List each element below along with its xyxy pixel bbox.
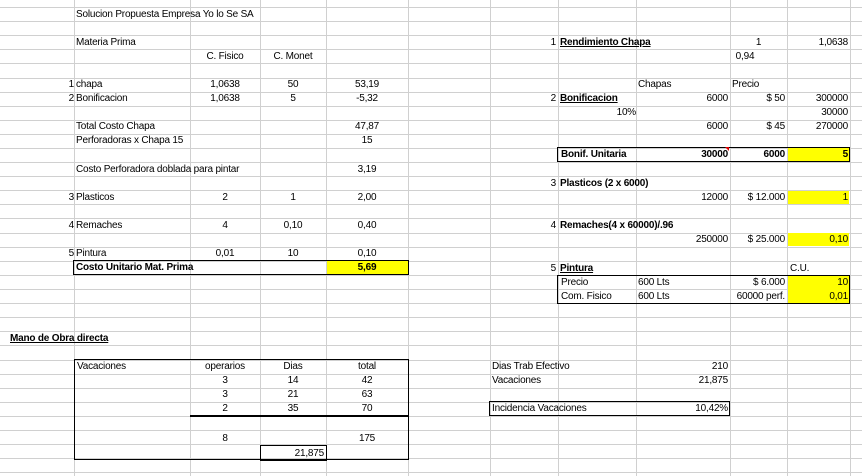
bonif-label: Bonificacion [560,93,618,104]
pintura-num: 5 [550,263,556,274]
remaches-qty: 250000 [695,234,728,245]
comment-marker [725,147,729,151]
plasticos-label: Plasticos (2 x 6000) [560,178,649,189]
row-total: 2,00 [357,192,377,203]
grid-row-line [0,21,862,22]
row-fisico: 0,01 [215,248,235,259]
pintura-precio-qty: 600 Lts [638,277,670,288]
plasticos-qty: 12000 [701,192,728,203]
sum-total: 175 [358,433,376,444]
row-total: 0,10 [357,248,377,259]
total-chapa-label: Total Costo Chapa [76,121,155,132]
pintura-fisico-qty: 600 Lts [638,291,670,302]
row-fisico: 1,0638 [210,79,240,90]
table-cell-operarios: 3 [222,375,228,386]
bonif-unitaria-v1: 30000 [701,149,728,160]
plasticos-num: 3 [550,178,556,189]
row-monet: 0,10 [283,220,303,231]
table-cell-total: 70 [361,403,373,414]
total-chapa-value: 47,87 [354,121,380,132]
mano-obra-header: Mano de Obra directa [10,333,109,344]
bonif-precio: $ 50 [766,93,785,104]
costo-perforadora-value: 3,19 [357,164,377,175]
row-label: Pintura [76,248,107,259]
bonif-unitaria-v2: 6000 [763,149,785,160]
row-total: 0,40 [357,220,377,231]
bonif-unitaria-label: Bonif. Unitaria [561,149,627,160]
row-monet: 5 [290,93,296,104]
incidencia-label: Incidencia Vacaciones [492,403,587,414]
bonif-subtotal: 30000 [821,107,848,118]
rend-num: 1 [550,37,556,48]
rend-label: Rendimiento Chapa [560,37,651,48]
grid-row-line [0,106,862,107]
table-cell-operarios: 3 [222,389,228,400]
remaches-label: Remaches(4 x 60000)/.96 [560,220,674,231]
bonif-total2: 270000 [815,121,848,132]
pintura-fisico-label: Com. Fisico [561,291,612,302]
grid-row-line [0,176,862,177]
avg-value: 21,875 [294,448,324,459]
incidencia-value: 10,42% [695,403,728,414]
plasticos-precio: $ 12.000 [747,192,785,203]
row-num: 2 [68,93,74,104]
table-cell-total: 42 [361,375,373,386]
col-operarios-header: operarios [205,361,245,372]
bonif-unitaria-v3: 5 [842,149,848,160]
row-fisico: 1,0638 [210,93,240,104]
col-fisico-header: C. Fisico [206,51,244,62]
cu-header: C.U. [790,263,810,274]
table-cell-dias: 21 [287,389,299,400]
remaches-num: 4 [550,220,556,231]
rend-v3: 0,94 [735,51,755,62]
materia-header: Materia Prima [76,37,136,48]
dias-trab-label: Dias Trab Efectivo [492,361,570,372]
row-num: 4 [68,220,74,231]
col-monet-header: C. Monet [273,51,313,62]
row-total: -5,32 [356,93,378,104]
row-label: chapa [76,79,103,90]
grid-row-line [0,331,862,332]
bonif-total: 300000 [815,93,848,104]
pintura-precio-label: Precio [561,277,589,288]
grid-column-line [850,0,851,476]
row-fisico: 2 [222,192,228,203]
pintura-fisico-val: 60000 perf. [736,291,785,302]
row-label: Plasticos [76,192,115,203]
plasticos-cu: 1 [842,192,848,203]
chapas-header: Chapas [638,79,672,90]
row-num: 3 [68,192,74,203]
row-label: Remaches [76,220,123,231]
sum-underline [190,415,408,417]
bonif-num: 2 [550,93,556,104]
pintura-precio-val: $ 6.000 [753,277,785,288]
col-total-header: total [358,361,376,372]
grid-row-line [0,204,862,205]
bonif-pct: 10% [616,107,636,118]
costo-perforadora-label: Costo Perforadora doblada para pintar [76,164,240,175]
pintura-fisico-cu: 0,01 [829,291,848,302]
rend-v1: 1 [755,37,762,48]
pintura-precio-cu: 10 [837,277,848,288]
row-label: Bonificacion [76,93,128,104]
grid-row-line [0,247,862,248]
grid-row-line [0,472,862,473]
sheet-title: Solucion Propuesta Empresa Yo lo Se SA [76,9,254,20]
table-cell-total: 63 [361,389,373,400]
row-monet: 1 [290,192,296,203]
table-cell-dias: 35 [287,403,299,414]
remaches-cu: 0,10 [829,234,848,245]
sum-operarios: 8 [222,433,228,444]
row-fisico: 4 [222,220,228,231]
dias-trab-value: 210 [711,361,728,372]
rend-v2: 1,0638 [818,37,848,48]
remaches-precio: $ 25.000 [747,234,785,245]
bonif-precio2: $ 45 [766,121,785,132]
row-monet: 50 [287,79,299,90]
costo-unitario-label: Costo Unitario Mat. Prima [76,262,194,273]
grid-row-line [0,317,862,318]
vacaciones-label: Vacaciones [492,375,541,386]
perforadoras-label: Perforadoras x Chapa 15 [76,135,184,146]
grid-row-line [0,63,862,64]
vacaciones-value: 21,875 [698,375,728,386]
row-total: 53,19 [354,79,380,90]
bonif-chapas: 6000 [706,93,728,104]
bonif-chapas2: 6000 [706,121,728,132]
row-monet: 10 [287,248,299,259]
table-cell-dias: 14 [287,375,299,386]
row-num: 1 [68,79,74,90]
precio-header: Precio [732,79,760,90]
grid-row-line [0,345,862,346]
col-vacaciones-header: Vacaciones [77,361,126,372]
costo-unitario-value: 5,69 [357,262,377,273]
pintura-label: Pintura [560,263,594,274]
col-dias-header: Dias [283,361,303,372]
row-num: 5 [68,248,74,259]
grid-row-line [0,218,862,219]
perforadoras-value: 15 [361,135,373,146]
table-cell-operarios: 2 [222,403,228,414]
